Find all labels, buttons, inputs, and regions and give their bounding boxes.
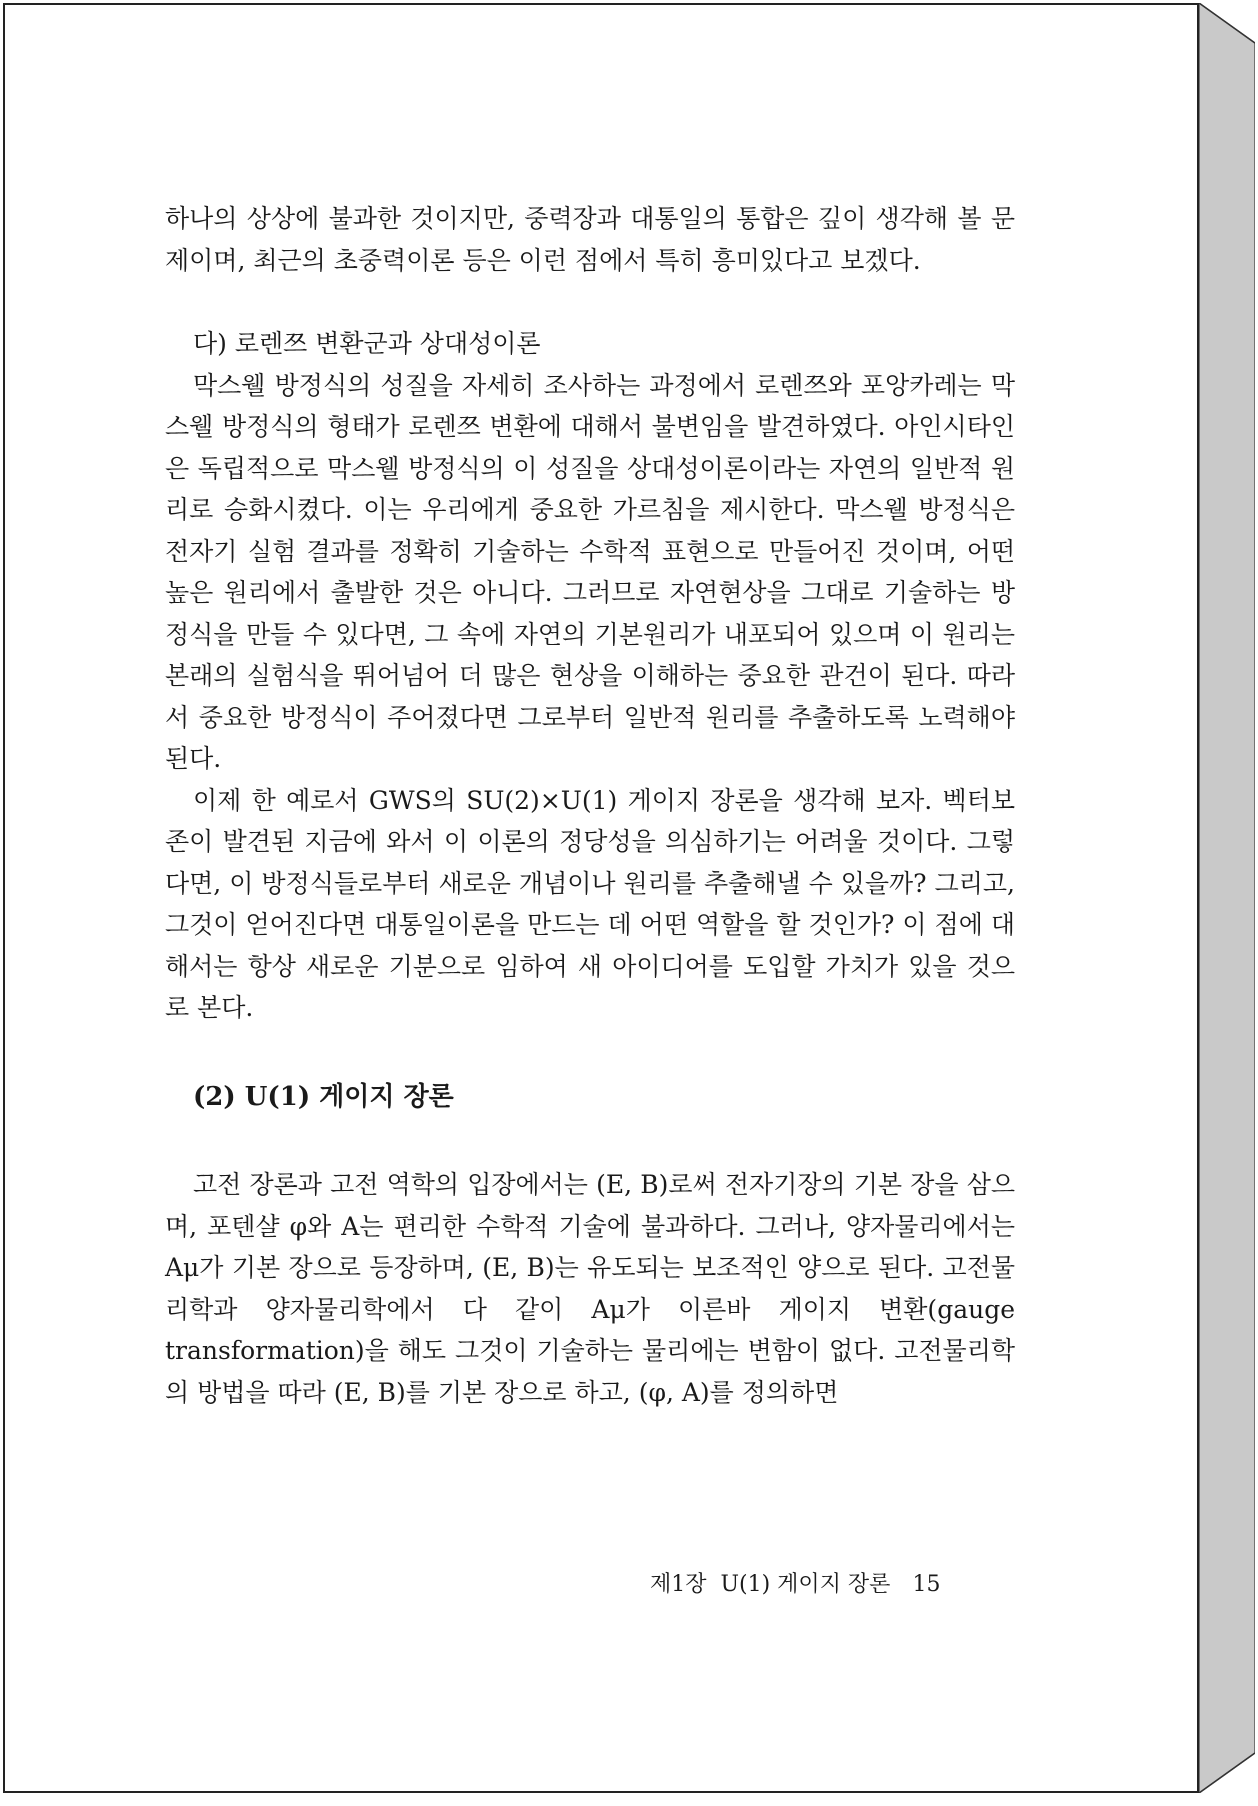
section-heading: (2) U(1) 게이지 장론 [193,1081,454,1112]
body-paragraph: 이제 한 예로서 GWS의 SU(2)×U(1) 게이지 장론을 생각해 보자. 벡터보존이 발견된 지금에 와서 이 이론의 정당성을 의심하기는 어려울 것이다. 그렇다면, 이 방정식들로부터 새로운 개념이나 원리를 추출해낼 수 있을까? 그리고, 그것이 얻어진다면 대통일이론을 만드는 데 어떤 역할을 할 것인가? 이 점에 대해서는 항상 새로운 기분으로 임하여 새 아이디어를 도입할 가치가 있을 것으로 본다. [165,785,1015,1022]
running-footer [650,1567,940,1598]
footer-chapter-title: 제1장 U(1) 게이지 장론 [650,1572,891,1597]
body-paragraph: 막스웰 방정식의 성질을 자세히 조사하는 과정에서 로렌쯔와 포앙카레는 막스웰 방정식의 형태가 로렌쯔 변환에 대해서 불변임을 발견하였다. 아인시타인은 독립적으로 막스웰 방정식의 이 성질을 상대성이론이라는 자연의 일반적 원리로 승화시켰다. 이는 우리에게 중요한 가르침을 제시한다. 막스웰 방정식은 전자기 실험 결과를 정확히 기술하는 수학적 표현으로 만들어진 것이며, 어떤 높은 원리에서 출발한 것은 아니다. 그러므로 자연현상을 그대로 기술하는 방정식을 만들 수 있다면, 그 속에 자연의 기본원리가 내포되어 있으며 이 원리는 본래의 실험식을 뛰어넘어 더 많은 현상을 이해하는 중요한 관건이 된다. 따라서 중요한 방정식이 주어졌다면 그로부터 일반적 원리를 추출하도록 노력해야 된다. [165,370,1015,773]
body-paragraph: 고전 장론과 고전 역학의 입장에서는 (E, B)로써 전자기장의 기본 장을 삼으며, 포텐샬 φ와 A는 편리한 수학적 기술에 불과하다. 그러나, 양자물리에서는 Aμ가 기본 장으로 등장하며, (E, B)는 유도되는 보조적인 양으로 된다. 고전물리학과 양자물리학에서 다 같이 Aμ가 이른바 게이지 변환(gauge transformation)을 해도 그것이 기술하는 물리에는 변함이 없다. 고전물리학의 방법을 따라 (E, B)를 기본 장으로 하고, (φ, A)를 정의하면 [165,1170,1015,1407]
section-body [165,1164,1015,1413]
subsection-heading: 다) 로렌쯔 변환군과 상대성이론 [193,329,541,358]
page-edge-shadow [1199,3,1255,1793]
intro-paragraph: 하나의 상상에 불과한 것이지만, 중력장과 대통일의 통합은 깊이 생각해 볼 문제이며, 최근의 초중력이론 등은 이런 점에서 특히 흥미있다고 보겠다. [165,204,1015,275]
page-body [165,198,1015,1413]
page-number: 15 [912,1572,941,1597]
